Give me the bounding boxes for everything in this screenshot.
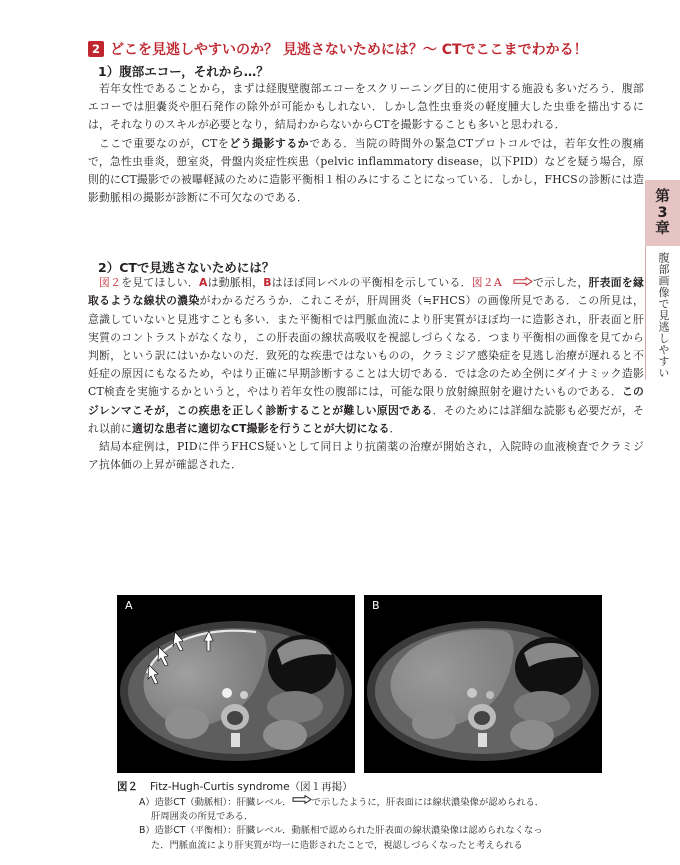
caption-b-line-2: た．門脈血流により肝実質が均一に造影されたことで，視認しづらくなったと考えられる [151, 839, 523, 851]
figure-caption [117, 780, 617, 853]
ct-image-panel-a [117, 595, 355, 773]
ct-scan-arterial-phase-image [117, 595, 355, 773]
chapter-title-block [645, 246, 680, 380]
chapter-number-block [645, 180, 680, 246]
text-run: ここで重要なのが，CTを [99, 136, 230, 150]
chapter-title: 腹部画像で見逃しやすい [657, 252, 670, 379]
ct-scan-equilibrium-phase-image [364, 595, 602, 773]
figure-reference-link[interactable]: 図２A [471, 276, 502, 290]
caption-a-line-1 [117, 795, 617, 810]
chapter-side-tab [645, 180, 680, 380]
panel-label-b: B [372, 599, 380, 612]
text-run: である．当院の時間外の緊急CTプロトコルでは，若年女性の腹痛で，急性虫垂炎，憩室炎，骨盤内炎症性疾患（pelvic inflammatory disease，以下PID）などを疑う場合，原則的にCT撮影での被曝軽減のために造影平衡相１相のみにすることになっている．しかし，FHCSの診断には造影動脈相の撮影が診断に不可欠なのである． [88, 136, 644, 205]
text-run: は動脈相， [207, 276, 264, 290]
text-run: はほぼ同レベルの平衡相を示している． [271, 276, 472, 290]
section-title: どこを見逃しやすいのか？ 見逃さないためには？〜 CTでここまでわかる！ [110, 42, 588, 58]
text-run: ．そのためには詳細な読影も必要だが，それ以前に [88, 403, 644, 435]
text-run: で示した， [532, 276, 589, 290]
chapter-number: 3 [657, 205, 668, 221]
figure-2 [117, 595, 602, 773]
figure-reference-link[interactable]: 図２ [99, 276, 122, 290]
subsection-2-body [88, 274, 644, 474]
ct-image-panel-b [364, 595, 602, 773]
subsection-2-heading: 2）CTで見逃さないためには？ [98, 260, 275, 275]
panel-label-a: A [125, 599, 133, 612]
panel-reference: A [198, 276, 208, 290]
bold-emphasis: このジレンマこそが，この疾患を正しく診断することが難しい原因である [88, 385, 644, 417]
chapter-suffix: 章 [655, 221, 670, 237]
bold-emphasis: 肝表面を縁取るような線状の濃染 [88, 276, 645, 308]
outline-right-arrow-icon [502, 274, 533, 292]
caption-figure-number: 図２ [117, 781, 138, 793]
paragraph: 若年女性であることから，まずは経腹壁腹部エコーをスクリーニング目的に使用する施設も多いだろう．腹部エコーでは胆嚢炎や胆石発作の除外が可能かもしれない．しかし急性虫垂炎の軽度腫大した虫垂を描出するには，それなりのスキルが必要となり，結局わからないからCTを撮影することも多いと思われる． [88, 82, 644, 132]
subsection-1-body [88, 80, 644, 207]
panel-reference: B [263, 276, 272, 290]
section-heading [88, 38, 648, 60]
text-run: ． [389, 421, 401, 435]
text-run: がわかるだろうか．これこそが，肝周囲炎（≒FHCS）の画像所見である．この所見は，意識していないと見逃すことも多い．また平衡相では門脈血流により肝実質がほぼ均一に造影され，肝表面と肝実質のコントラストがなくなり，この肝表面の線状高吸収を視認しづらくなる．つまり平衡相の画像を見てから判断，という訳にはいかないのだ．致死的な疾患ではないものの，クラミジア感染症を見逃し治療が遅れると不妊症の原因にもなるため，やはり正確に早期診断することは大切である．では念のため全例にダイナミック造影CT検査を実施するかというと，やはり若年女性の腹部には，可能な限り放射線照射を避けたいものである． [88, 294, 644, 399]
text-run: を見てほしい． [121, 276, 199, 290]
subsection-1-heading: 1）腹部エコー，それから…？ [98, 64, 269, 79]
caption-title: Fitz-Hugh-Curtis syndrome（図１再掲） [150, 781, 353, 793]
chapter-prefix: 第 [655, 189, 670, 205]
caption-text: A）造影CT（動脈相）：肝臓レベル． [139, 796, 292, 808]
caption-b-line-1: B）造影CT（平衡相）：肝臓レベル．動脈相で認められた肝表面の線状濃染像は認められなくなっ [139, 825, 543, 837]
paragraph: 結局本症例は，PIDに伴うFHCS疑いとして同日より抗菌薬の治療が開始され，入院時の血液検査でクラミジア抗体価の上昇が確認された． [88, 439, 644, 472]
paragraph [88, 135, 644, 208]
bold-emphasis: 適切な患者に適切なCT撮影を行うことが大切になる [132, 421, 390, 435]
outline-right-arrow-icon [292, 795, 312, 810]
bold-emphasis: どう撮影するか [229, 136, 310, 150]
caption-text: で示したように，肝表面には線状濃染像が認められる． [311, 796, 545, 808]
paragraph [88, 274, 644, 438]
caption-a-line-2: 肝周囲炎の所見である． [151, 810, 254, 822]
section-number-badge: 2 [88, 41, 104, 57]
caption-title-line [117, 780, 617, 795]
